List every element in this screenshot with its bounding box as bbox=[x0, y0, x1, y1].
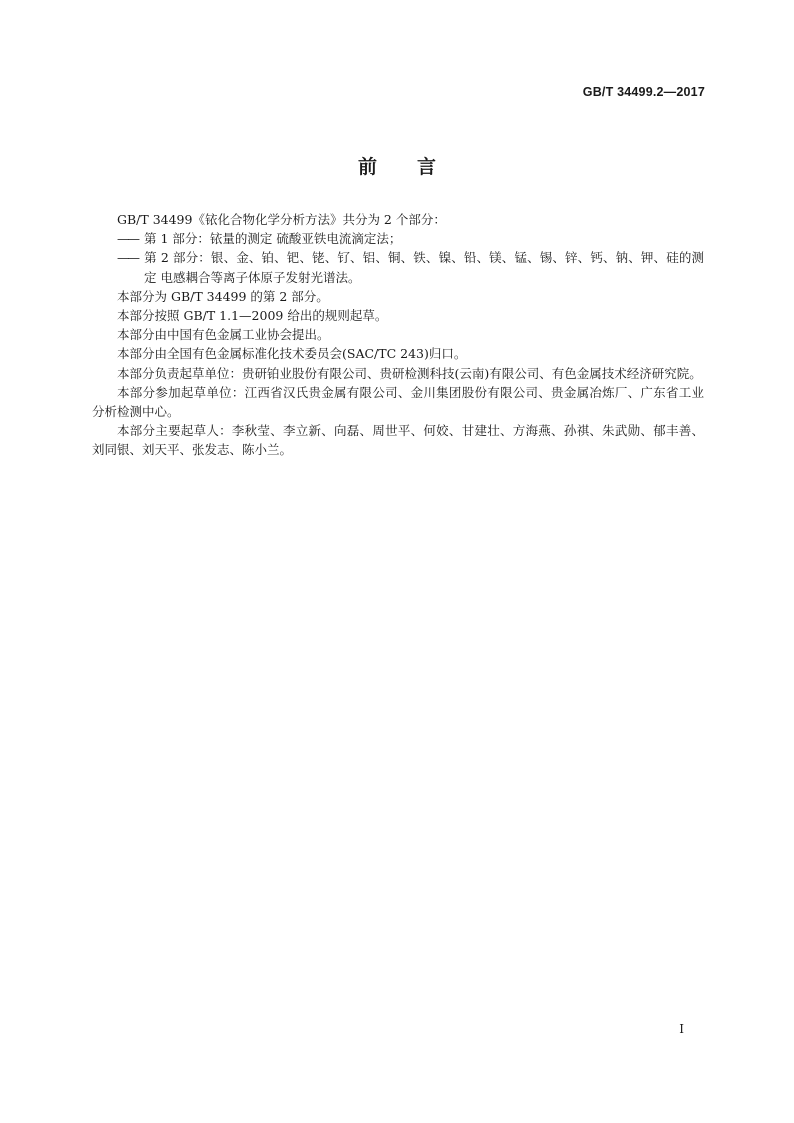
foreword-body bbox=[92, 210, 704, 460]
foreword-paragraph-drafting-units: 本部分负责起草单位：贵研铂业股份有限公司、贵研检测科技(云南)有限公司、有色金属技术经济研究院。 bbox=[117, 365, 702, 381]
list-item-dash: —— bbox=[117, 231, 138, 247]
list-item-text: 第 2 部分：银、金、铂、钯、铑、钌、铝、铜、铁、镍、铅、镁、锰、锡、锌、钙、钠、钾、硅的测定 电感耦合等离子体原子发射光谱法。 bbox=[144, 250, 704, 285]
foreword-paragraph-proposed: 本部分由中国有色金属工业协会提出。 bbox=[117, 327, 330, 343]
list-item-text: 第 1 部分：铱量的测定 硫酸亚铁电流滴定法； bbox=[144, 231, 402, 247]
page-title-char-1: 前 bbox=[357, 156, 377, 178]
foreword-paragraph-part: 本部分为 GB/T 34499 的第 2 部分。 bbox=[117, 288, 329, 304]
foreword-paragraph-drafters: 本部分主要起草人：李秋莹、李立新、向磊、周世平、何姣、甘建壮、方海燕、孙祺、朱武勋、郁丰善、刘同银、刘天平、张发志、陈小兰。 bbox=[92, 423, 704, 458]
foreword-paragraph-rules: 本部分按照 GB/T 1.1—2009 给出的规则起草。 bbox=[117, 308, 388, 324]
foreword-paragraph-jurisdiction: 本部分由全国有色金属标准化技术委员会(SAC/TC 243)归口。 bbox=[117, 346, 467, 362]
page-number: I bbox=[679, 1022, 684, 1036]
list-item-dash: —— bbox=[117, 250, 138, 266]
page-title-char-2: 言 bbox=[417, 156, 437, 178]
foreword-paragraph-participating-units: 本部分参加起草单位：江西省汉氏贵金属有限公司、金川集团股份有限公司、贵金属冶炼厂、广东省工业分析检测中心。 bbox=[92, 384, 704, 420]
list-item bbox=[92, 229, 704, 248]
foreword-intro: GB/T 34499《铱化合物化学分析方法》共分为 2 个部分： bbox=[117, 212, 446, 227]
list-item bbox=[92, 248, 704, 286]
page-title bbox=[0, 152, 794, 179]
standard-number: GB/T 34499.2—2017 bbox=[582, 85, 705, 99]
